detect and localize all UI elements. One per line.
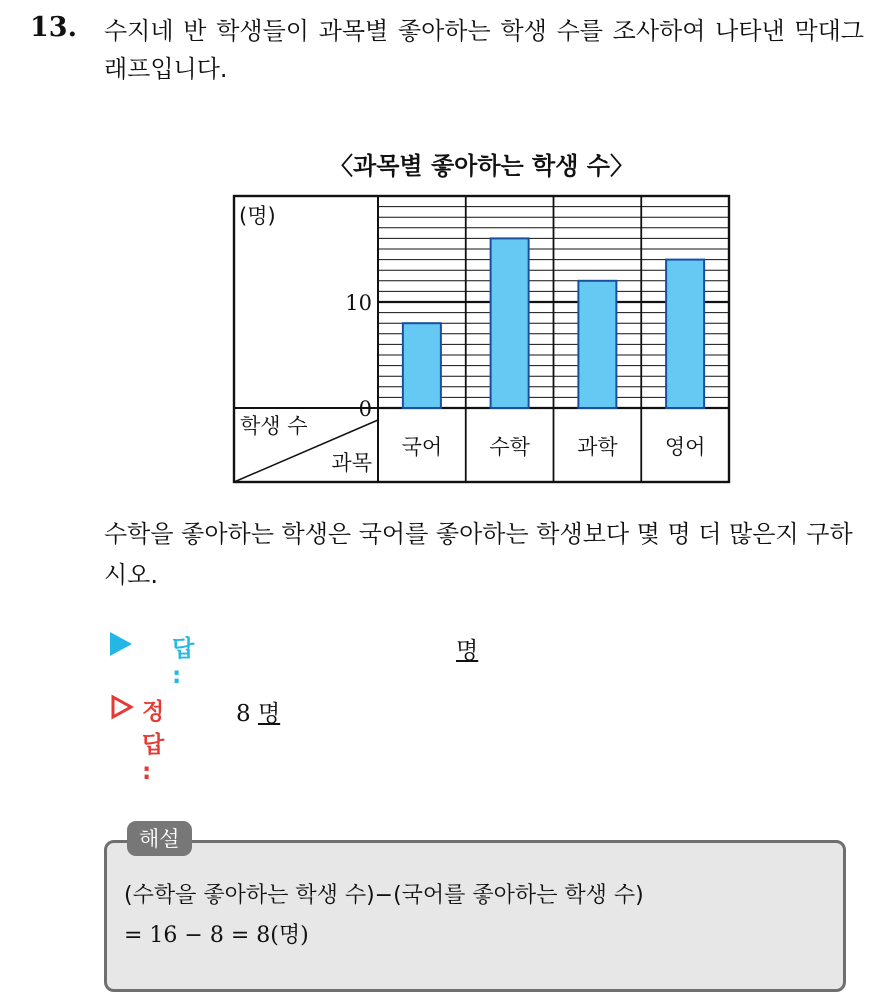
explanation-box xyxy=(104,840,846,992)
bar-과학 xyxy=(578,281,616,408)
bar-영어 xyxy=(666,260,704,408)
correct-answer-unit: 명 xyxy=(257,701,281,727)
play-outline-icon xyxy=(110,694,134,720)
category-label: 수학 xyxy=(489,435,530,459)
y-tick-label: 0 xyxy=(358,397,372,421)
y-tick-label: 10 xyxy=(345,291,372,315)
y-axis-unit: (명) xyxy=(239,204,276,228)
category-label: 국어 xyxy=(401,435,443,459)
explanation-line-1: (수학을 좋아하는 학생 수)−(국어를 좋아하는 학생 수) xyxy=(124,883,644,908)
corner-row-label: 학생 수 xyxy=(240,414,308,438)
explanation-tag: 해설 xyxy=(127,821,192,856)
corner-col-label: 과목 xyxy=(331,451,372,475)
question-text: 수지네 반 학생들이 과목별 좋아하는 학생 수를 조사하여 나타낸 막대그래프입니다. xyxy=(104,17,864,83)
correct-answer-row xyxy=(110,693,281,785)
correct-answer-value: 8 xyxy=(236,701,251,727)
answer-label: 답 : xyxy=(172,636,195,689)
question-prompt: 수학을 좋아하는 학생은 국어를 좋아하는 학생보다 몇 명 더 많은지 구하시오. xyxy=(104,520,853,589)
play-icon xyxy=(110,632,132,656)
explanation-line-2: = 16 − 8 = 8(명) xyxy=(124,923,309,948)
category-label: 영어 xyxy=(664,435,706,459)
bar-수학 xyxy=(491,238,529,408)
correct-answer-label: 정답 : xyxy=(142,699,165,785)
answer-unit: 명 xyxy=(456,638,479,664)
question-number: 13. xyxy=(30,12,77,43)
correct-answer xyxy=(236,695,280,728)
chart-title: 〈과목별 좋아하는 학생 수〉 xyxy=(329,152,634,180)
answer-row xyxy=(110,630,479,689)
category-label: 과학 xyxy=(577,435,618,459)
bar-국어 xyxy=(403,323,441,408)
